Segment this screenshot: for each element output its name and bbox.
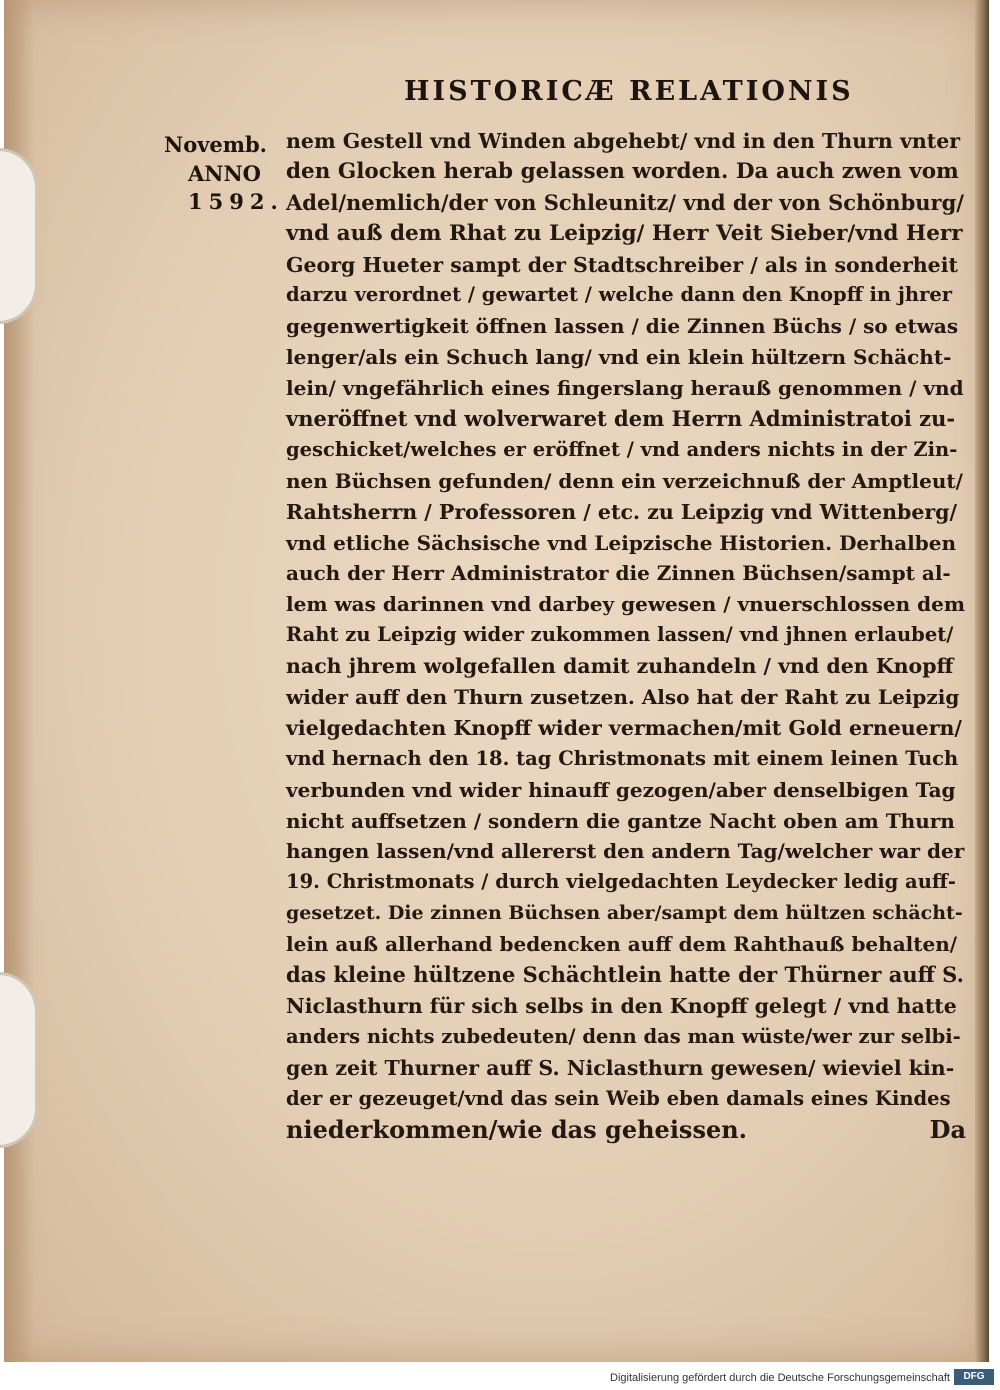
text-line: Rahtsherrn / Professoren / etc. zu Leipzig vnd Wittenberg/ xyxy=(286,499,957,524)
text-line: Niclasthurn für sich selbs in den Knopff gelegt / vnd hatte xyxy=(286,993,957,1018)
text-line: verbunden vnd wider hinauff gezogen/aber denselbigen Tag xyxy=(286,777,956,802)
margin-note-year: 1592. xyxy=(188,189,284,214)
text-line: 19. Christmonats / durch vielgedachten Leydecker ledig auff- xyxy=(286,870,956,894)
book-page-scan xyxy=(4,0,989,1362)
body-text xyxy=(286,126,966,1145)
binding-clip-top xyxy=(0,148,38,324)
text-line: lem was darinnen vnd darbey gewesen / vnuerschlossen dem xyxy=(286,592,966,617)
text-line: gegenwertigkeit öffnen lassen / die Zinnen Büchs / so etwas xyxy=(286,314,959,339)
text-line: nem Gestell vnd Winden abgehebt/ vnd in den Thurn vnter xyxy=(286,129,961,153)
text-line: nen Büchsen gefunden/ denn ein verzeichnuß der Amptleut/ xyxy=(286,468,963,493)
text-line-final xyxy=(286,1115,966,1146)
text-line: auch der Herr Administrator die Zinnen Büchsen/sampt al- xyxy=(286,561,951,586)
text-line: nach jhrem wolgefallen damit zuhandeln / vnd den Knopff xyxy=(286,654,954,679)
text-line: Georg Hueter sampt der Stadtschreiber / als in sonderheit xyxy=(286,252,958,277)
text-line: lein/ vngefährlich eines fingerslang herauß genommen / vnd xyxy=(286,376,964,401)
text-line: lenger/als ein Schuch lang/ vnd ein klein hültzern Schächt- xyxy=(286,345,952,370)
text-line: anders nichts zubedeuten/ denn das man wüste/wer zur selbi- xyxy=(286,1024,961,1048)
footer xyxy=(0,1366,1000,1390)
text-line: vneröffnet vnd wolverwaret dem Herrn Administratoi zu- xyxy=(286,406,956,432)
margin-note-anno: ANNO xyxy=(188,161,261,186)
text-line: das kleine hültzene Schächtlein hatte der Thürner auff S. xyxy=(286,962,964,988)
catchword: Da xyxy=(929,1114,966,1144)
text-line: wider auff den Thurn zusetzen. Also hat der Raht zu Leipzig xyxy=(286,685,960,710)
text-line: gen zeit Thurner auff S. Niclasthurn gewesen/ wieviel kin- xyxy=(286,1055,955,1080)
text-line: geschicket/welches er eröffnet / vnd anders nichts in der Zin- xyxy=(286,437,958,461)
text-line: Raht zu Leipzig wider zukommen lassen/ vnd jhnen erlaubet/ xyxy=(286,623,954,647)
text-line: darzu verordnet / gewartet / welche dann den Knopff in jhrer xyxy=(286,283,953,307)
text-line: hangen lassen/vnd allererst den andern Tag/welcher war der xyxy=(286,839,965,864)
text-line: gesetzet. Die zinnen Büchsen aber/sampt dem hültzen schächt- xyxy=(286,902,963,925)
dfg-logo: DFG xyxy=(954,1369,994,1385)
text-line: der er gezeuget/vnd das sein Weib eben damals eines Kindes xyxy=(286,1086,951,1110)
binding-clip-bottom xyxy=(0,972,38,1148)
text-line: vnd auß dem Rhat zu Leipzig/ Herr Veit Sieber/vnd Herr xyxy=(286,220,963,246)
margin-note-month: Novemb. xyxy=(164,132,267,157)
text-line: vnd hernach den 18. tag Christmonats mit einem leinen Tuch xyxy=(286,746,959,770)
text-line: den Glocken herab gelassen worden. Da auch zwen vom xyxy=(286,158,959,184)
funding-credit: Digitalisierung gefördert durch die Deutsche Forschungsgemeinschaft xyxy=(610,1372,950,1384)
final-line-text: niederkommen/wie das geheissen. xyxy=(286,1114,748,1144)
text-line: lein auß allerhand bedencken auff dem Rahthauß behalten/ xyxy=(286,932,958,957)
text-line: Adel/nemlich/der von Schleunitz/ vnd der von Schönburg/ xyxy=(286,189,964,215)
running-head: HISTORICÆ RELATIONIS xyxy=(404,76,854,107)
text-line: nicht auffsetzen / sondern die gantze Nacht oben am Thurn xyxy=(286,808,955,833)
page-edge xyxy=(975,0,989,1362)
text-line: vielgedachten Knopff wider vermachen/mit Gold erneuern/ xyxy=(286,715,962,740)
text-line: vnd etliche Sächsische vnd Leipzische Historien. Derhalben xyxy=(286,530,957,555)
